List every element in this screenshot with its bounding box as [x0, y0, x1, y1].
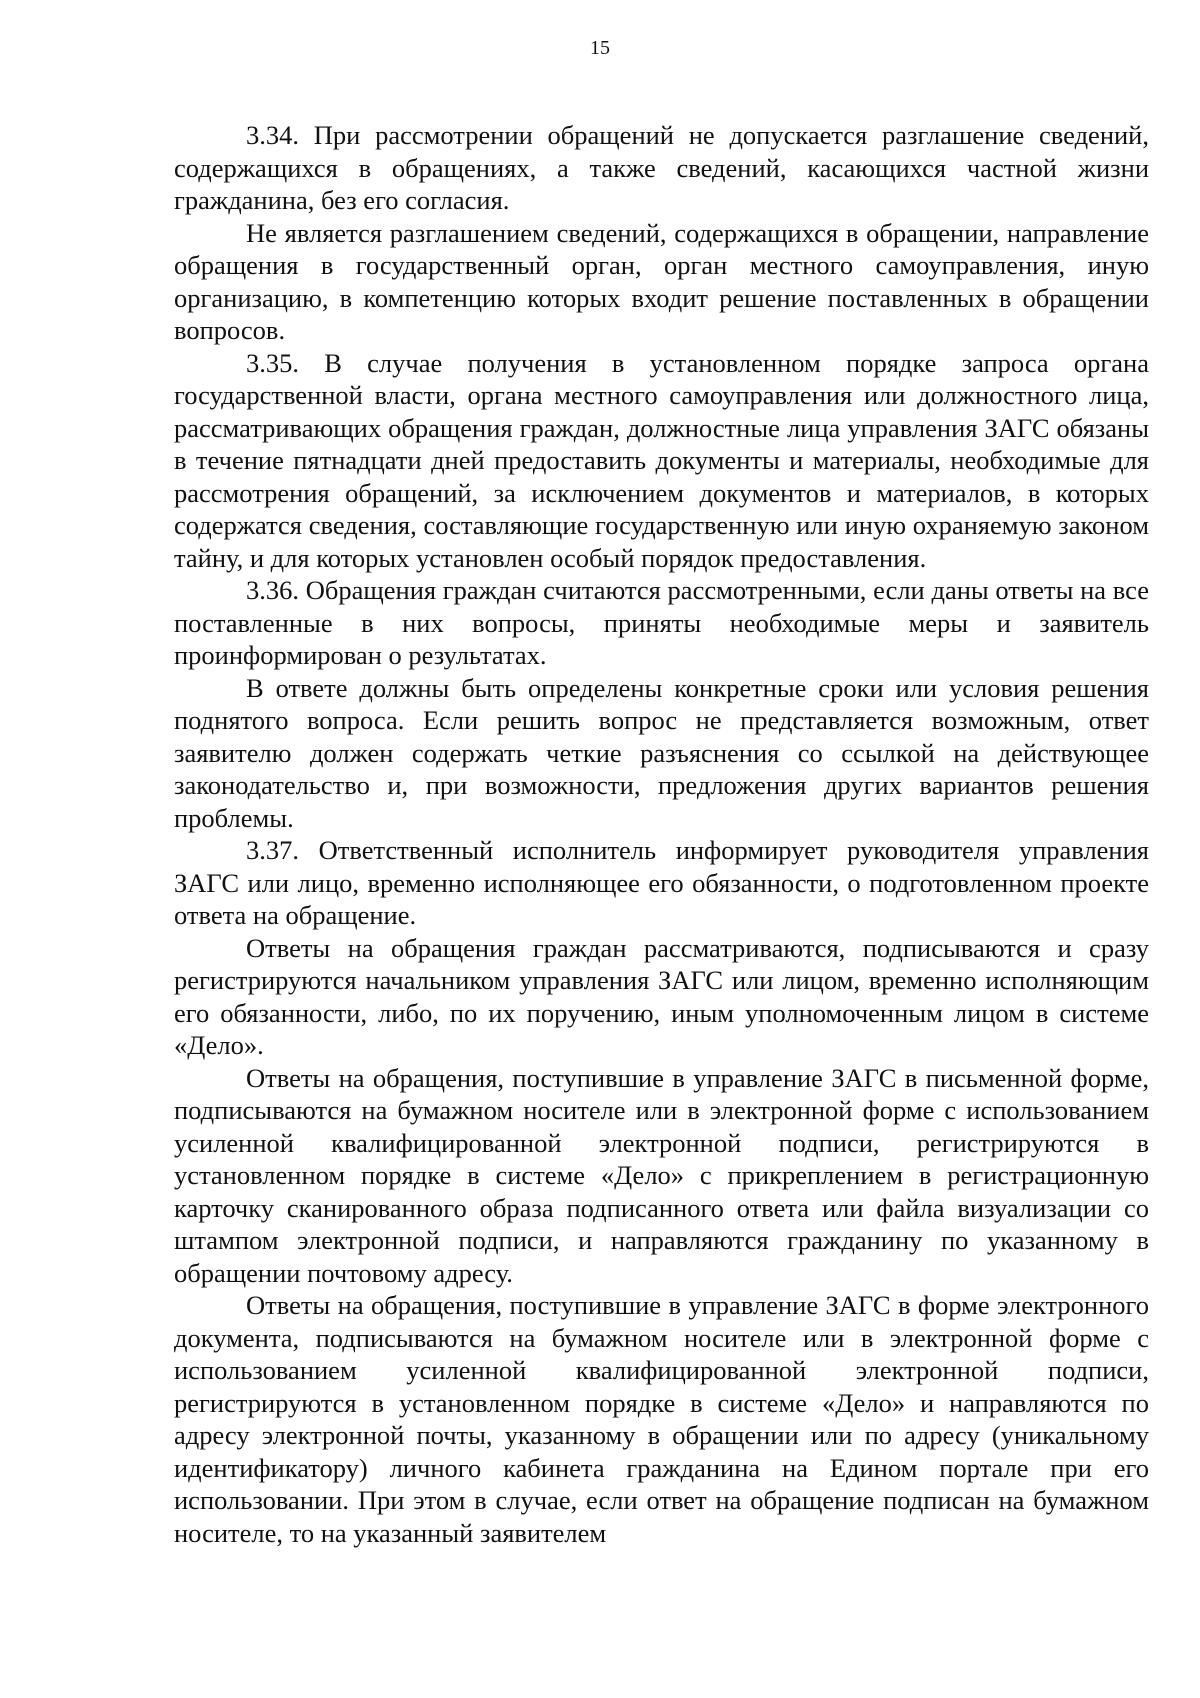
paragraph-electronic-answers: Ответы на обращения, поступившие в управление ЗАГС в форме электронного документа, подписываются на бумажном носителе или в электронной форме с использованием усиленной квалифицированной электронной подписи, регистрируются в установленном порядке в системе «Дело» и направляются по адресу электронной почты, указанному в обращении или по адресу (уникальному идентификатору) личного кабинета гражданина на Едином портале при его использовании. При этом в случае, если ответ на обращение подписан на бумажном носителе, то на указанный заявителем: [174, 1290, 1149, 1548]
document-body: [174, 119, 1149, 1549]
paragraph-3-36: 3.36. Обращения граждан считаются рассмотренными, если даны ответы на все поставленные в них вопросы, приняты необходимые меры и заявитель проинформирован о результатах.: [174, 575, 1149, 670]
paragraph-written-answers: Ответы на обращения, поступившие в управление ЗАГС в письменной форме, подписываются на бумажном носителе или в электронной форме с использованием усиленной квалифицированной электронной подписи, регистрируются в установленном порядке в системе «Дело» с прикреплением в регистрационную карточку сканированного образа подписанного ответа или файла визуализации со штампом электронной подписи, и направляются гражданину по указанному в обращении почтовому адресу.: [174, 1062, 1149, 1288]
paragraph-3-35: 3.35. В случае получения в установленном порядке запроса органа государственной власти, органа местного самоуправления или должностного лица, рассматривающих обращения граждан, должностные лица управления ЗАГС обязаны в течение пятнадцати дней предоставить документы и материалы, необходимые для рассмотрения обращений, за исключением документов и материалов, в которых содержатся сведения, составляющие государственную или иную охраняемую законом тайну, и для которых установлен особый порядок предоставления.: [174, 347, 1149, 573]
paragraph-answer-registration: Ответы на обращения граждан рассматриваются, подписываются и сразу регистрируются начальником управления ЗАГС или лицом, временно исполняющим его обязанности, либо, по их поручению, иным уполномоченным лицом в системе «Дело».: [174, 932, 1149, 1060]
paragraph-answer-requirements: В ответе должны быть определены конкретные сроки или условия решения поднятого вопроса. Если решить вопрос не представляется возможным, ответ заявителю должен содержать четкие разъяснения со ссылкой на действующее законодательство и, при возможности, предложения других вариантов решения проблемы.: [174, 672, 1149, 833]
paragraph-disclosure-exception: Не является разглашением сведений, содержащихся в обращении, направление обращения в государственный орган, орган местного самоуправления, иную организацию, в компетенцию которых входит решение поставленных в обращении вопросов.: [174, 217, 1149, 345]
paragraph-3-34: 3.34. При рассмотрении обращений не допускается разглашение сведений, содержащихся в обращениях, а также сведений, касающихся частной жизни гражданина, без его согласия.: [174, 120, 1149, 215]
page-number: 15: [590, 37, 610, 59]
paragraph-3-37: 3.37. Ответственный исполнитель информирует руководителя управления ЗАГС или лицо, временно исполняющее его обязанности, о подготовленном проекте ответа на обращение.: [174, 835, 1149, 930]
